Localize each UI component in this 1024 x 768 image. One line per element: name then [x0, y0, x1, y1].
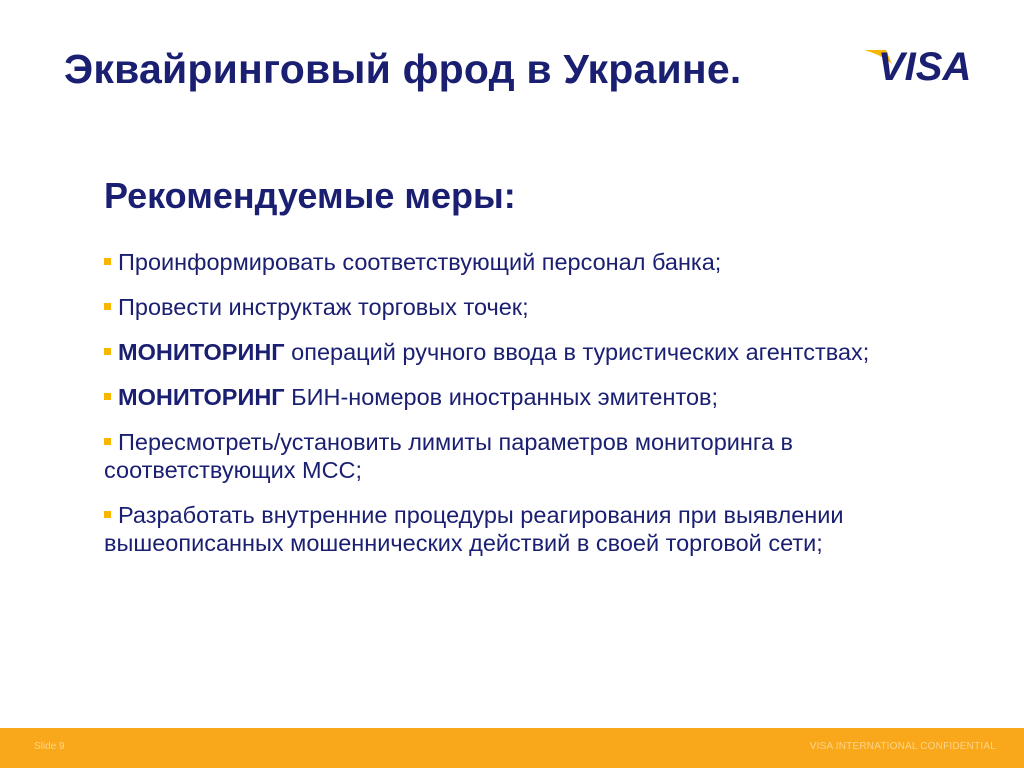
measure-item: [104, 383, 964, 411]
measure-text: Проинформировать соответствующий персонал банка;: [118, 249, 722, 275]
measure-item: [104, 248, 964, 276]
measure-item: [104, 338, 964, 366]
section-heading: Рекомендуемые меры:: [104, 175, 516, 216]
slide-number: Slide 9: [34, 741, 65, 752]
square-bullet-icon: [104, 348, 111, 355]
measure-emphasis: МОНИТОРИНГ: [118, 384, 285, 410]
measures-list: [104, 248, 964, 574]
visa-logo-icon: [862, 40, 978, 92]
confidential-label: VISA INTERNATIONAL CONFIDENTIAL: [809, 741, 996, 752]
slide-title: Эквайринговый фрод в Украине.: [64, 46, 742, 92]
square-bullet-icon: [104, 303, 111, 310]
measure-item: [104, 428, 964, 484]
footer-bar: [0, 728, 1024, 768]
measure-item: [104, 501, 964, 557]
measure-text: БИН-номеров иностранных эмитентов;: [284, 384, 719, 410]
measure-emphasis: МОНИТОРИНГ: [118, 339, 285, 365]
measure-item: [104, 293, 964, 321]
square-bullet-icon: [104, 438, 111, 445]
measure-text: Разработать внутренние процедуры реагирования при выявлении вышеописанных мошеннических действий в своей торговой сети;: [104, 502, 844, 556]
square-bullet-icon: [104, 258, 111, 265]
square-bullet-icon: [104, 393, 111, 400]
visa-logo-text: VISA: [878, 45, 972, 89]
measure-text: операций ручного ввода в туристических агентствах;: [284, 339, 870, 365]
measure-text: Пересмотреть/установить лимиты параметров мониторинга в соответствующих MCC;: [104, 429, 794, 483]
square-bullet-icon: [104, 511, 111, 518]
measure-text: Провести инструктаж торговых точек;: [118, 294, 529, 320]
